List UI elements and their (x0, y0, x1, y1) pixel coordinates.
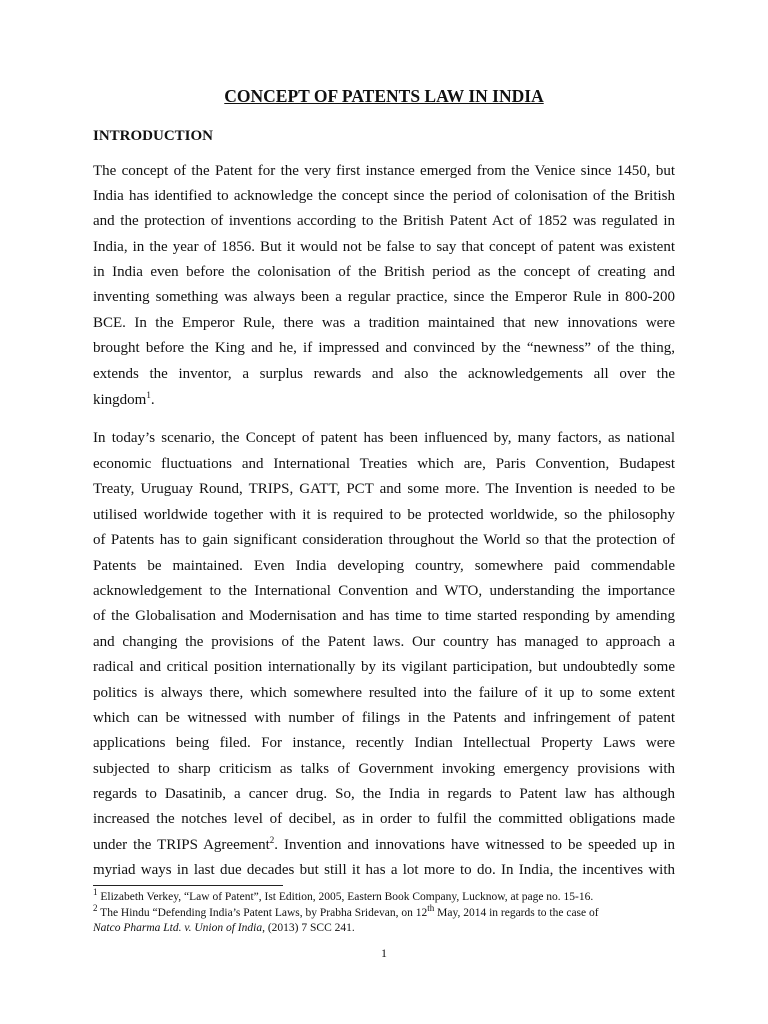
page-number: 1 (381, 946, 387, 960)
paragraph-line: BCE. In the Emperor Rule, there was a tradition maintained that new innovations were (93, 315, 675, 331)
paragraph-line: and the protection of inventions according to the British Patent Act of 1852 was regulated in (93, 213, 675, 229)
footnote-text: Elizabeth Verkey, “Law of Patent”, Ist Edition, 2005, Eastern Book Company, Lucknow, at page no. 15-16. (97, 891, 594, 903)
paragraph-line: inventing something was always been a regular practice, since the Emperor Rule in 800-200 (93, 289, 675, 305)
section-heading: INTRODUCTION (93, 128, 214, 144)
paragraph-line: politics is always there, which somewhere resulted into the failure of it up to some extent (93, 685, 675, 701)
paragraph-line: regards to Dasatinib, a cancer drug. So, the India in regards to Patent law has although (93, 786, 675, 802)
paragraph-line (93, 835, 675, 855)
paragraph-text: under the TRIPS Agreement (93, 837, 270, 853)
footnote-1 (93, 887, 683, 905)
footnote-separator (93, 885, 283, 886)
paragraph-line: radical and critical position internationally by its vigilant participation, but undoubtedly some (93, 659, 675, 675)
paragraph-line: in India even before the colonisation of the British period as the concept of creating and (93, 264, 675, 280)
footnote-superscript: th (427, 903, 435, 914)
footnote-reference: 1 (146, 390, 151, 400)
footnote-text: , (2013) 7 SCC 241. (262, 922, 355, 934)
case-name: Natco Pharma Ltd. v. Union of India (93, 922, 263, 934)
paragraph-line: increased the notches level of decibel, as in order to fulfil the committed obligations made (93, 811, 675, 827)
paragraph-line: applications being filed. For instance, recently Indian Intellectual Property Laws were (93, 735, 675, 751)
paragraph-text: kingdom (93, 392, 147, 408)
paragraph-line: utilised worldwide together with it is required to be protected worldwide, so the philosophy (93, 507, 675, 523)
paragraph-last-line (93, 390, 675, 410)
paragraph-line: brought before the King and he, if impressed and convinced by the “newness” of the thing, (93, 340, 675, 356)
paragraph-line: myriad ways in last due decades but still it has a lot more to do. In India, the incentives with (93, 862, 675, 878)
footnote-text: The Hindu “Defending India’s Patent Laws, by Prabha Sridevan, on 12 (97, 907, 428, 919)
paragraph-line: The concept of the Patent for the very first instance emerged from the Venice since 1450, but (93, 163, 675, 179)
footnote-number: 2 (93, 903, 98, 914)
footnote-number: 1 (93, 887, 98, 898)
footnote-2-continued (93, 921, 683, 936)
paragraph-text: . Invention and innovations have witnessed to be speeded up in (274, 837, 675, 853)
paragraph-line: India, in the year of 1856. But it would not be false to say that concept of patent was existent (93, 239, 675, 255)
paragraph-line: of Patents has to gain significant consideration throughout the World so that the protection of (93, 532, 675, 548)
paragraph-text: . (150, 392, 155, 408)
footnote-2 (93, 903, 683, 921)
paragraph-line: Patents be maintained. Even India developing country, somewhere paid commendable (93, 558, 675, 574)
paragraph-line: India has identified to acknowledge the concept since the period of colonisation of the British (93, 188, 675, 204)
document-title: CONCEPT OF PATENTS LAW IN INDIA (224, 86, 544, 106)
footnote-reference: 2 (269, 835, 275, 845)
footnote-text: May, 2014 in regards to the case of (434, 907, 599, 919)
paragraph-line: which can be witnessed with number of filings in the Patents and infringement of patent (93, 710, 675, 726)
paragraph-line: subjected to sharp criticism as talks of Government invoking emergency provisions with (93, 761, 675, 777)
paragraph-line: acknowledgement to the International Convention and WTO, understanding the importance (93, 583, 675, 599)
paragraph-line: economic fluctuations and International Treaties which are, Paris Convention, Budapest (93, 456, 675, 472)
paragraph-line: Treaty, Uruguay Round, TRIPS, GATT, PCT and some more. The Invention is needed to be (93, 481, 675, 497)
paragraph-line: extends the inventor, a surplus rewards and also the acknowledgements all over the (93, 366, 675, 382)
paragraph-line: of the Globalisation and Modernisation and has time to time started responding by amending (93, 608, 675, 624)
paragraph-line: In today’s scenario, the Concept of patent has been influenced by, many factors, as national (93, 430, 675, 446)
paragraph-line: and changing the provisions of the Patent laws. Our country has managed to approach a (93, 634, 675, 650)
